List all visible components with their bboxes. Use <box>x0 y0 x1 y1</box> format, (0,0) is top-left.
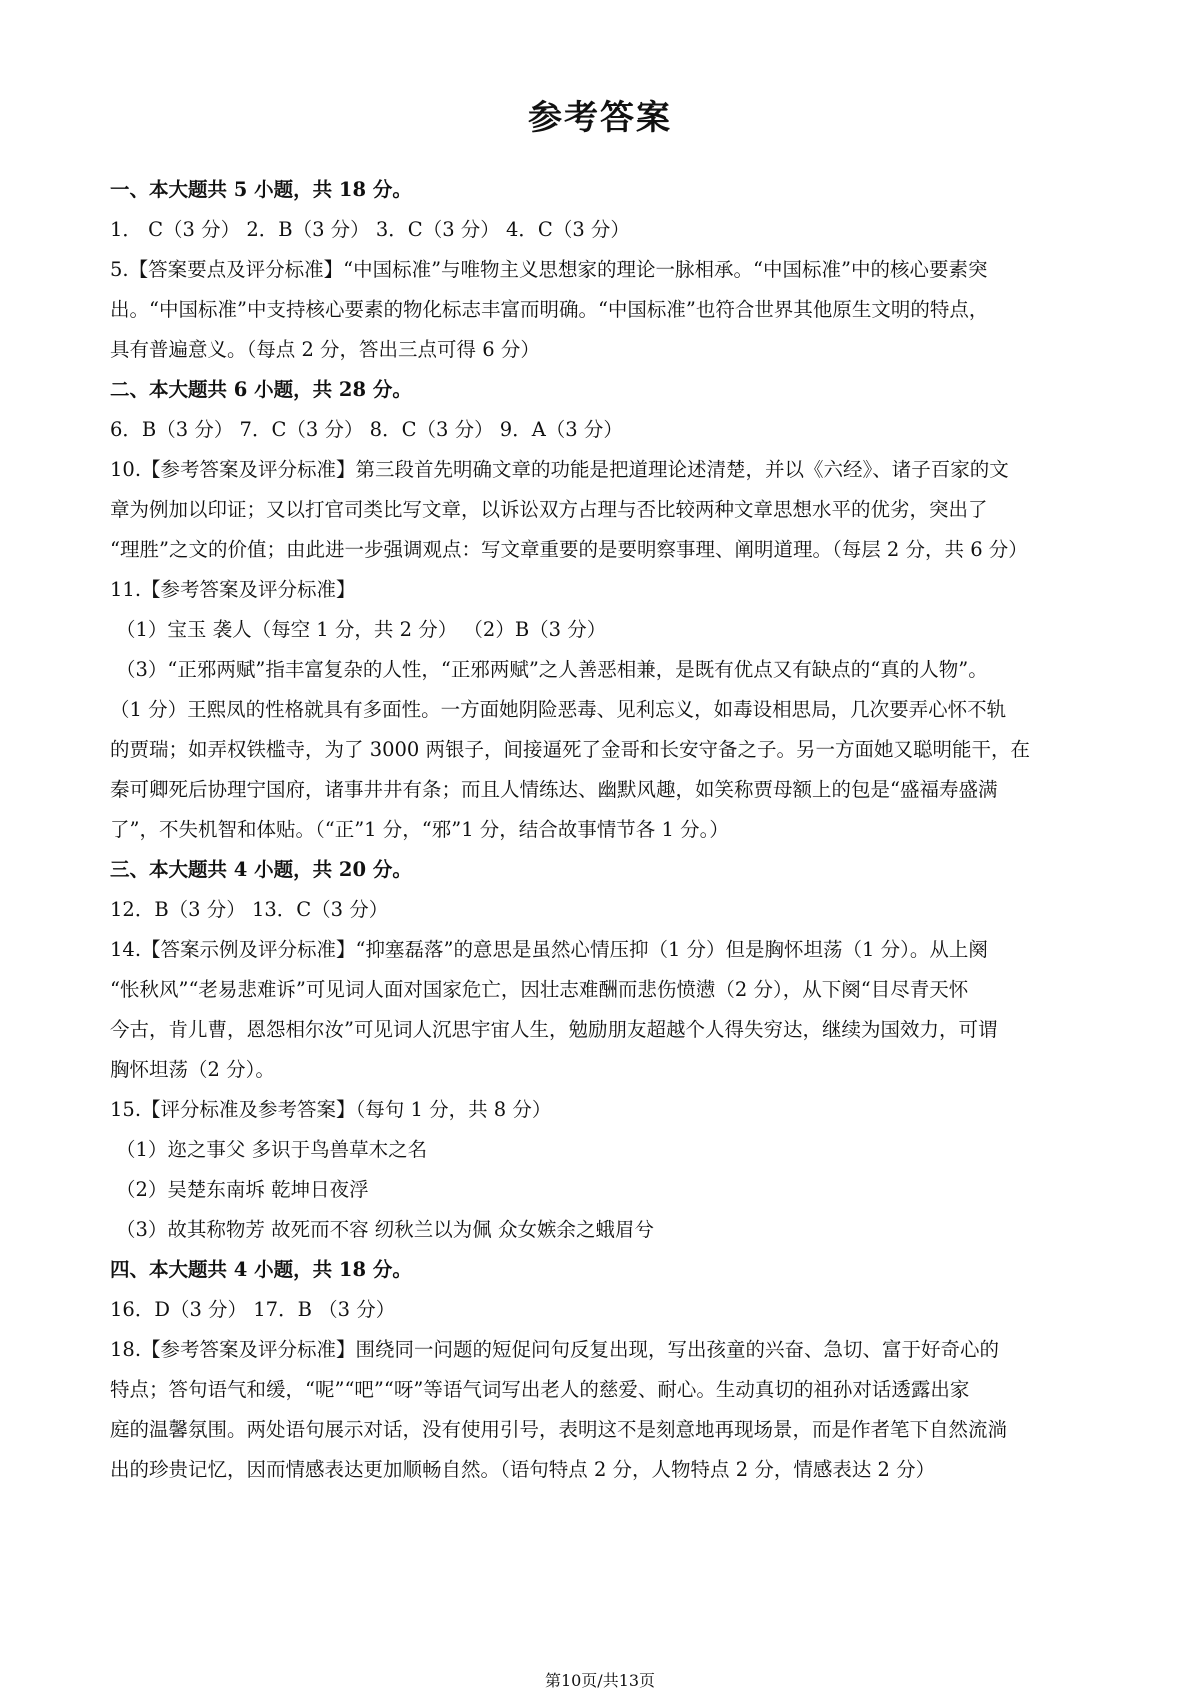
answer-line: 5.【答案要点及评分标准】“中国标准”与唯物主义思想家的理论一脉相承。“中国标准”中的核心要素突 <box>110 258 988 281</box>
answer-line: （1）迩之事父 多识于鸟兽草木之名 <box>116 1138 428 1161</box>
answer-line: 特点；答句语气和缓，“呢”“吧”“呀”等语气词写出老人的慈爱、耐心。生动真切的祖孙对话透露出家 <box>110 1378 970 1401</box>
answer-line: “理胜”之文的价值；由此进一步强调观点：写文章重要的是要明察事理、阐明道理。（每层 2 分，共 6 分） <box>110 538 1028 561</box>
section-heading: 四、本大题共 4 小题，共 18 分。 <box>110 1258 412 1281</box>
answer-line: 胸怀坦荡（2 分）。 <box>110 1058 275 1081</box>
answer-line: 16．D（3 分） 17．B （3 分） <box>110 1298 396 1321</box>
answer-line: （1）宝玉 袭人（每空 1 分，共 2 分） （2）B（3 分） <box>116 618 607 641</box>
answer-line: 10.【参考答案及评分标准】第三段首先明确文章的功能是把道理论述清楚，并以《六经》、诸子百家的文 <box>110 458 1009 481</box>
answer-line: 出。“中国标准”中支持核心要素的物化标志丰富而明确。“中国标准”也符合世界其他原生文明的特点， <box>110 298 989 321</box>
answer-line: 6．B（3 分） 7．C（3 分） 8．C（3 分） 9．A（3 分） <box>110 418 623 441</box>
section-heading: 二、本大题共 6 小题，共 28 分。 <box>110 378 412 401</box>
answer-content <box>110 170 1105 1490</box>
answer-line: 章为例加以印证；又以打官司类比写文章，以诉讼双方占理与否比较两种文章思想水平的优劣，突出了 <box>110 498 988 521</box>
answer-line: 18.【参考答案及评分标准】围绕同一问题的短促问句反复出现，写出孩童的兴奋、急切、富于好奇心的 <box>110 1338 1000 1361</box>
answer-line: 秦可卿死后协理宁国府，诸事井井有条；而且人情练达、幽默风趣，如笑称贾母额上的包是“盛福寿盛满 <box>110 778 998 801</box>
answer-line: 1． C（3 分） 2．B（3 分） 3．C（3 分） 4．C（3 分） <box>110 218 630 241</box>
answer-line: “怅秋风”“老易悲难诉”可见词人面对国家危亡，因壮志难酬而悲伤愤懑（2 分），从下阕“目尽青天怀 <box>110 978 969 1001</box>
section-heading: 三、本大题共 4 小题，共 20 分。 <box>110 858 412 881</box>
page-title: 参考答案 <box>528 98 672 138</box>
answer-line: 具有普遍意义。（每点 2 分，答出三点可得 6 分） <box>110 338 540 361</box>
page-number: 第10页/共13页 <box>544 1671 656 1690</box>
answer-line: 出的珍贵记忆，因而情感表达更加顺畅自然。（语句特点 2 分，人物特点 2 分，情感表达 2 分） <box>110 1458 936 1481</box>
answer-line: （2）吴楚东南坼 乾坤日夜浮 <box>116 1178 369 1201</box>
answer-line: 的贾瑞；如弄权铁槛寺，为了 3000 两银子，间接逼死了金哥和长安守备之子。另一方面她又聪明能干，在 <box>110 738 1031 761</box>
answer-line: 11.【参考答案及评分标准】 <box>110 578 356 601</box>
answer-line: 12．B（3 分） 13．C（3 分） <box>110 898 389 921</box>
answer-line: （1 分）王熙凤的性格就具有多面性。一方面她阴险恶毒、见利忘义，如毒设相思局，几次要弄心怀不轨 <box>110 698 1007 721</box>
answer-line: 15.【评分标准及参考答案】（每句 1 分，共 8 分） <box>110 1098 552 1121</box>
answer-line: （3）“正邪两赋”指丰富复杂的人性，“正邪两赋”之人善恶相兼，是既有优点又有缺点的“真的人物”。 <box>116 658 988 681</box>
section-heading: 一、本大题共 5 小题，共 18 分。 <box>110 178 412 201</box>
answer-line: 今古，肯儿曹，恩怨相尔汝”可见词人沉思宇宙人生，勉励朋友超越个人得失穷达，继续为国效力，可谓 <box>110 1018 998 1041</box>
answer-line: 庭的温馨氛围。两处语句展示对话，没有使用引号，表明这不是刻意地再现场景，而是作者笔下自然流淌 <box>110 1418 1008 1441</box>
answer-line: 了”，不失机智和体贴。（“正”1 分，“邪”1 分，结合故事情节各 1 分。） <box>110 818 729 841</box>
answer-line: （3）故其称物芳 故死而不容 纫秋兰以为佩 众女嫉余之蛾眉兮 <box>116 1218 655 1241</box>
answer-line: 14.【答案示例及评分标准】“抑塞磊落”的意思是虽然心情压抑（1 分）但是胸怀坦荡（1 分）。从上阕 <box>110 938 988 961</box>
